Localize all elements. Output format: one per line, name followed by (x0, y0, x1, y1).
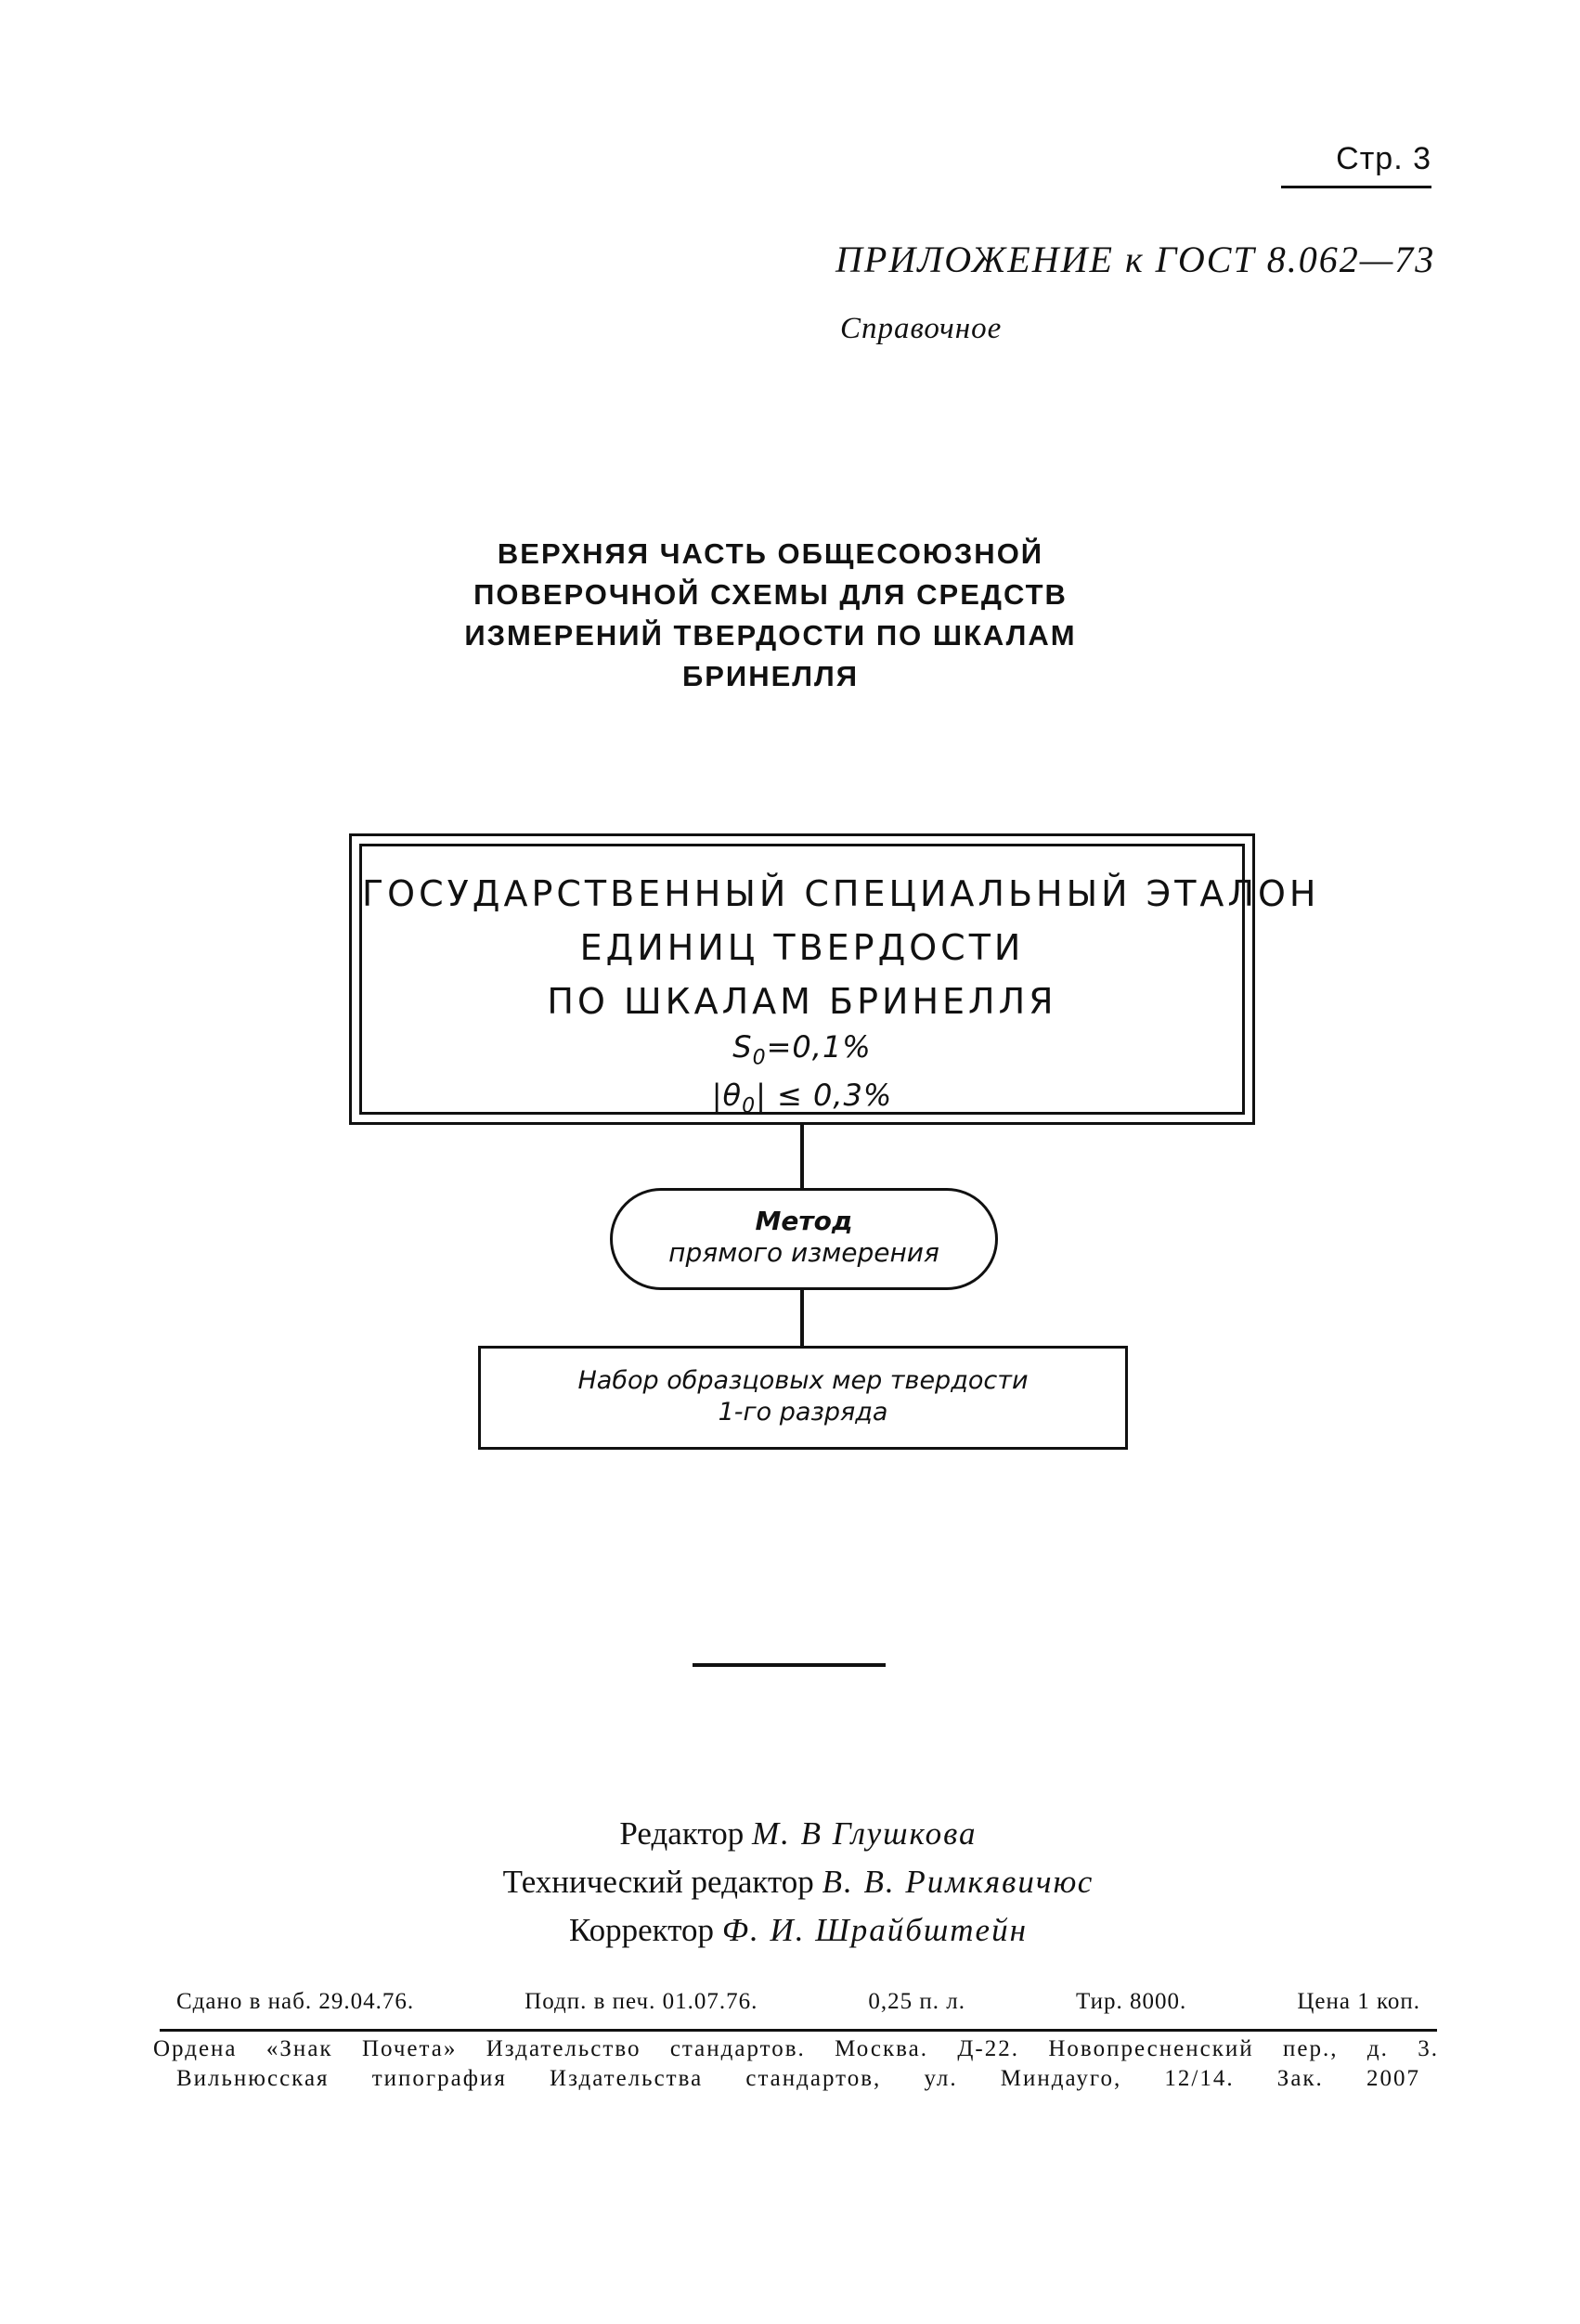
imprint-item: Цена 1 коп. (1297, 1989, 1420, 2014)
title-line: ПОВЕРОЧНОЙ СХЕМЫ ДЛЯ СРЕДСТВ (473, 578, 1068, 611)
param-s-symbol: S (732, 1029, 753, 1065)
appendix-label: ПРИЛОЖЕНИЕ к ГОСТ 8.062—73 (835, 239, 1436, 280)
imprint-item: Сдано в наб. 29.04.76. (176, 1989, 415, 2014)
credit-name: В. В. Римкявичюс (822, 1864, 1094, 1900)
etalon-line: ЕДИНИЦ ТВЕРДОСТИ (579, 927, 1025, 968)
title-line: БРИНЕЛЛЯ (681, 660, 860, 692)
credits-block (427, 1810, 1170, 1955)
param-theta-symbol: |θ (711, 1078, 743, 1114)
credit-editor (427, 1810, 1170, 1858)
credit-role: Технический редактор (502, 1864, 814, 1900)
connector-line (800, 1290, 804, 1346)
method-title: Метод (755, 1206, 853, 1236)
imprint-item: 0,25 п. л. (868, 1989, 965, 2014)
state-etalon-inner-frame (359, 844, 1320, 1118)
page-number-underline (1281, 186, 1431, 188)
imprint-divider (160, 2029, 1437, 2032)
title-line: ИЗМЕРЕНИЙ ТВЕРДОСТИ ПО ШКАЛАМ (464, 619, 1077, 652)
document-title (418, 534, 1123, 697)
sample-measures-box (478, 1346, 1128, 1450)
appendix-kind: Справочное (840, 312, 1003, 345)
etalon-param-s (362, 1028, 1242, 1077)
credit-tech-editor (427, 1858, 1170, 1906)
imprint-item: Подп. в печ. 01.07.76. (525, 1989, 758, 2014)
page-number: Стр. 3 (1336, 141, 1431, 176)
publisher-line: Ордена «Знак Почета» Издательство стандартов. Москва. Д-22. Новопресненский пер., д. 3. (153, 2036, 1439, 2061)
param-theta-value: | ≤ 0,3% (756, 1078, 893, 1114)
etalon-line: ПО ШКАЛАМ БРИНЕЛЛЯ (547, 981, 1057, 1022)
title-line: ВЕРХНЯЯ ЧАСТЬ ОБЩЕСОЮЗНОЙ (497, 537, 1044, 570)
etalon-param-theta (362, 1077, 1242, 1125)
param-s-value: =0,1% (766, 1029, 872, 1065)
imprint-row (176, 1989, 1420, 2015)
credit-role: Редактор (619, 1815, 745, 1852)
section-divider (693, 1663, 886, 1667)
credit-proofreader (427, 1906, 1170, 1955)
connector-line (800, 1125, 804, 1188)
method-node (610, 1188, 998, 1290)
etalon-line: ГОСУДАРСТВЕННЫЙ СПЕЦИАЛЬНЫЙ ЭТАЛОН (362, 873, 1320, 914)
printer-line: Вильнюсская типография Издательства стандартов, ул. Миндауго, 12/14. Зак. 2007 (176, 2066, 1420, 2091)
credit-name: Ф. И. Шрайбштейн (721, 1912, 1028, 1948)
sample-measures-line: 1-го разряда (718, 1398, 888, 1427)
param-s-subscript: 0 (752, 1046, 767, 1070)
credit-role: Корректор (569, 1912, 715, 1948)
param-theta-subscript: 0 (742, 1094, 757, 1118)
sample-measures-line: Набор образцовых мер твердости (577, 1366, 1029, 1395)
method-subtitle: прямого измерения (668, 1237, 939, 1268)
imprint-item: Тир. 8000. (1076, 1989, 1187, 2014)
credit-name: М. В Глушкова (751, 1815, 978, 1852)
state-etalon-box (349, 833, 1320, 1125)
publisher-info (153, 2034, 1439, 2094)
